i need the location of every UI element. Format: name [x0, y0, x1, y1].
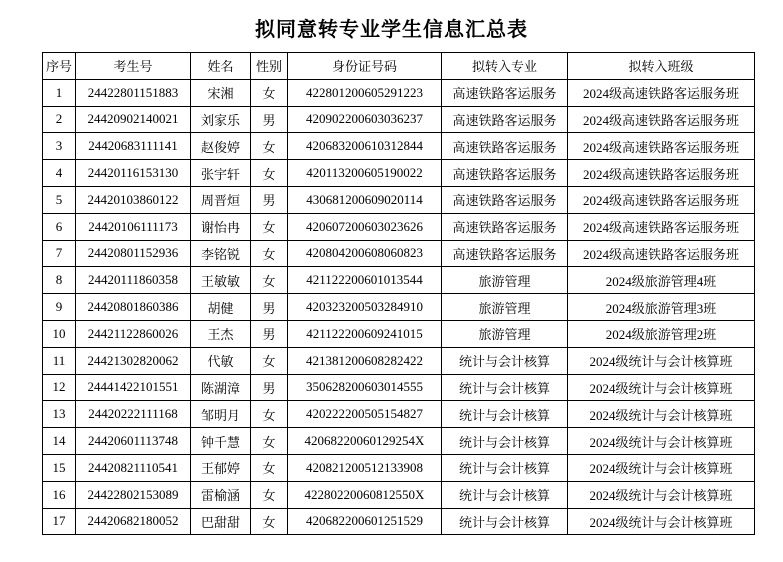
- cell-gender: 女: [251, 267, 288, 294]
- cell-candidate-number: 24420801152936: [76, 240, 191, 267]
- cell-name: 代敏: [191, 347, 251, 374]
- cell-gender: 男: [251, 374, 288, 401]
- cell-target-class: 2024级旅游管理3班: [568, 294, 755, 321]
- cell-gender: 女: [251, 240, 288, 267]
- cell-id-number: 42068220060129254X: [288, 428, 442, 455]
- cell-serial-number: 7: [43, 240, 76, 267]
- cell-gender: 女: [251, 428, 288, 455]
- cell-candidate-number: 24420103860122: [76, 186, 191, 213]
- cell-target-major: 高速铁路客运服务: [442, 186, 568, 213]
- cell-id-number: 420222200505154827: [288, 401, 442, 428]
- cell-candidate-number: 24420106111173: [76, 213, 191, 240]
- table-row: [43, 508, 755, 535]
- cell-gender: 女: [251, 454, 288, 481]
- cell-serial-number: 16: [43, 481, 76, 508]
- cell-id-number: 420682200601251529: [288, 508, 442, 535]
- table-row: [43, 186, 755, 213]
- cell-name: 李铭锐: [191, 240, 251, 267]
- table-row: [43, 79, 755, 106]
- cell-candidate-number: 24420821110541: [76, 454, 191, 481]
- cell-gender: 女: [251, 133, 288, 160]
- cell-candidate-number: 24421302820062: [76, 347, 191, 374]
- table-row: [43, 428, 755, 455]
- cell-candidate-number: 24420601113748: [76, 428, 191, 455]
- cell-name: 周晋烜: [191, 186, 251, 213]
- cell-target-major: 统计与会计核算: [442, 428, 568, 455]
- cell-target-major: 高速铁路客运服务: [442, 133, 568, 160]
- cell-serial-number: 10: [43, 320, 76, 347]
- header-gender: 性别: [251, 53, 288, 80]
- cell-id-number: 420902200603036237: [288, 106, 442, 133]
- cell-name: 谢怡冉: [191, 213, 251, 240]
- cell-target-major: 旅游管理: [442, 320, 568, 347]
- cell-target-major: 统计与会计核算: [442, 454, 568, 481]
- cell-gender: 女: [251, 160, 288, 187]
- cell-name: 王郁婷: [191, 454, 251, 481]
- cell-target-class: 2024级高速铁路客运服务班: [568, 79, 755, 106]
- cell-name: 王敏敏: [191, 267, 251, 294]
- cell-serial-number: 2: [43, 106, 76, 133]
- cell-target-major: 旅游管理: [442, 294, 568, 321]
- cell-serial-number: 3: [43, 133, 76, 160]
- cell-serial-number: 5: [43, 186, 76, 213]
- cell-serial-number: 13: [43, 401, 76, 428]
- cell-target-major: 高速铁路客运服务: [442, 79, 568, 106]
- table-row: [43, 267, 755, 294]
- header-serial-number: 序号: [43, 53, 76, 80]
- cell-gender: 女: [251, 401, 288, 428]
- cell-candidate-number: 24421122860026: [76, 320, 191, 347]
- cell-name: 邹明月: [191, 401, 251, 428]
- page-title: 拟同意转专业学生信息汇总表: [255, 19, 528, 41]
- cell-target-class: 2024级统计与会计核算班: [568, 401, 755, 428]
- cell-target-class: 2024级统计与会计核算班: [568, 481, 755, 508]
- header-target-major: 拟转入专业: [442, 53, 568, 80]
- cell-target-class: 2024级高速铁路客运服务班: [568, 133, 755, 160]
- student-transfer-table: [42, 52, 755, 535]
- cell-gender: 男: [251, 294, 288, 321]
- table-row: [43, 374, 755, 401]
- cell-name: 陈湖漳: [191, 374, 251, 401]
- cell-target-class: 2024级高速铁路客运服务班: [568, 240, 755, 267]
- cell-target-class: 2024级高速铁路客运服务班: [568, 186, 755, 213]
- table-row: [43, 347, 755, 374]
- cell-name: 王杰: [191, 320, 251, 347]
- cell-candidate-number: 24422801151883: [76, 79, 191, 106]
- cell-gender: 男: [251, 106, 288, 133]
- header-target-class: 拟转入班级: [568, 53, 755, 80]
- cell-candidate-number: 24422802153089: [76, 481, 191, 508]
- table-row: [43, 160, 755, 187]
- cell-serial-number: 11: [43, 347, 76, 374]
- cell-target-major: 统计与会计核算: [442, 481, 568, 508]
- cell-id-number: 42280220060812550X: [288, 481, 442, 508]
- cell-name: 赵俊婷: [191, 133, 251, 160]
- table-row: [43, 294, 755, 321]
- table-row: [43, 401, 755, 428]
- cell-serial-number: 8: [43, 267, 76, 294]
- cell-serial-number: 14: [43, 428, 76, 455]
- cell-id-number: 421122200609241015: [288, 320, 442, 347]
- cell-gender: 男: [251, 320, 288, 347]
- cell-gender: 女: [251, 347, 288, 374]
- table-row: [43, 454, 755, 481]
- cell-target-class: 2024级旅游管理4班: [568, 267, 755, 294]
- table-header-row: [43, 53, 755, 80]
- cell-gender: 女: [251, 508, 288, 535]
- cell-target-class: 2024级统计与会计核算班: [568, 508, 755, 535]
- cell-target-major: 高速铁路客运服务: [442, 213, 568, 240]
- cell-target-major: 统计与会计核算: [442, 374, 568, 401]
- cell-name: 胡健: [191, 294, 251, 321]
- header-name: 姓名: [191, 53, 251, 80]
- cell-serial-number: 9: [43, 294, 76, 321]
- cell-id-number: 422801200605291223: [288, 79, 442, 106]
- cell-target-major: 高速铁路客运服务: [442, 106, 568, 133]
- cell-name: 刘家乐: [191, 106, 251, 133]
- cell-target-major: 统计与会计核算: [442, 508, 568, 535]
- cell-name: 巴甜甜: [191, 508, 251, 535]
- cell-target-class: 2024级统计与会计核算班: [568, 428, 755, 455]
- cell-gender: 女: [251, 481, 288, 508]
- cell-gender: 男: [251, 186, 288, 213]
- cell-id-number: 430681200609020114: [288, 186, 442, 213]
- cell-serial-number: 4: [43, 160, 76, 187]
- cell-id-number: 420323200503284910: [288, 294, 442, 321]
- cell-id-number: 420683200610312844: [288, 133, 442, 160]
- cell-name: 张宇轩: [191, 160, 251, 187]
- cell-name: 雷榆涵: [191, 481, 251, 508]
- cell-candidate-number: 24420902140021: [76, 106, 191, 133]
- cell-candidate-number: 24441422101551: [76, 374, 191, 401]
- header-candidate-number: 考生号: [76, 53, 191, 80]
- cell-target-class: 2024级统计与会计核算班: [568, 454, 755, 481]
- table-row: [43, 240, 755, 267]
- cell-id-number: 420113200605190022: [288, 160, 442, 187]
- cell-target-major: 统计与会计核算: [442, 401, 568, 428]
- cell-target-major: 统计与会计核算: [442, 347, 568, 374]
- cell-id-number: 421381200608282422: [288, 347, 442, 374]
- cell-serial-number: 1: [43, 79, 76, 106]
- cell-target-major: 高速铁路客运服务: [442, 160, 568, 187]
- cell-candidate-number: 24420222111168: [76, 401, 191, 428]
- cell-serial-number: 17: [43, 508, 76, 535]
- cell-id-number: 350628200603014555: [288, 374, 442, 401]
- cell-candidate-number: 24420683111141: [76, 133, 191, 160]
- cell-target-class: 2024级高速铁路客运服务班: [568, 213, 755, 240]
- cell-serial-number: 12: [43, 374, 76, 401]
- cell-candidate-number: 24420682180052: [76, 508, 191, 535]
- cell-serial-number: 15: [43, 454, 76, 481]
- cell-candidate-number: 24420116153130: [76, 160, 191, 187]
- cell-target-class: 2024级旅游管理2班: [568, 320, 755, 347]
- table-row: [43, 133, 755, 160]
- cell-gender: 女: [251, 213, 288, 240]
- cell-target-class: 2024级统计与会计核算班: [568, 347, 755, 374]
- cell-candidate-number: 24420111860358: [76, 267, 191, 294]
- cell-serial-number: 6: [43, 213, 76, 240]
- cell-name: 钟千慧: [191, 428, 251, 455]
- cell-name: 宋湘: [191, 79, 251, 106]
- table-row: [43, 320, 755, 347]
- table-row: [43, 213, 755, 240]
- header-id-number: 身份证号码: [288, 53, 442, 80]
- cell-target-class: 2024级高速铁路客运服务班: [568, 106, 755, 133]
- cell-id-number: 421122200601013544: [288, 267, 442, 294]
- cell-id-number: 420804200608060823: [288, 240, 442, 267]
- cell-id-number: 420607200603023626: [288, 213, 442, 240]
- cell-gender: 女: [251, 79, 288, 106]
- cell-target-major: 旅游管理: [442, 267, 568, 294]
- cell-target-major: 高速铁路客运服务: [442, 240, 568, 267]
- cell-target-class: 2024级统计与会计核算班: [568, 374, 755, 401]
- cell-id-number: 420821200512133908: [288, 454, 442, 481]
- cell-target-class: 2024级高速铁路客运服务班: [568, 160, 755, 187]
- table-row: [43, 106, 755, 133]
- table-body: [43, 79, 755, 535]
- table-row: [43, 481, 755, 508]
- cell-candidate-number: 24420801860386: [76, 294, 191, 321]
